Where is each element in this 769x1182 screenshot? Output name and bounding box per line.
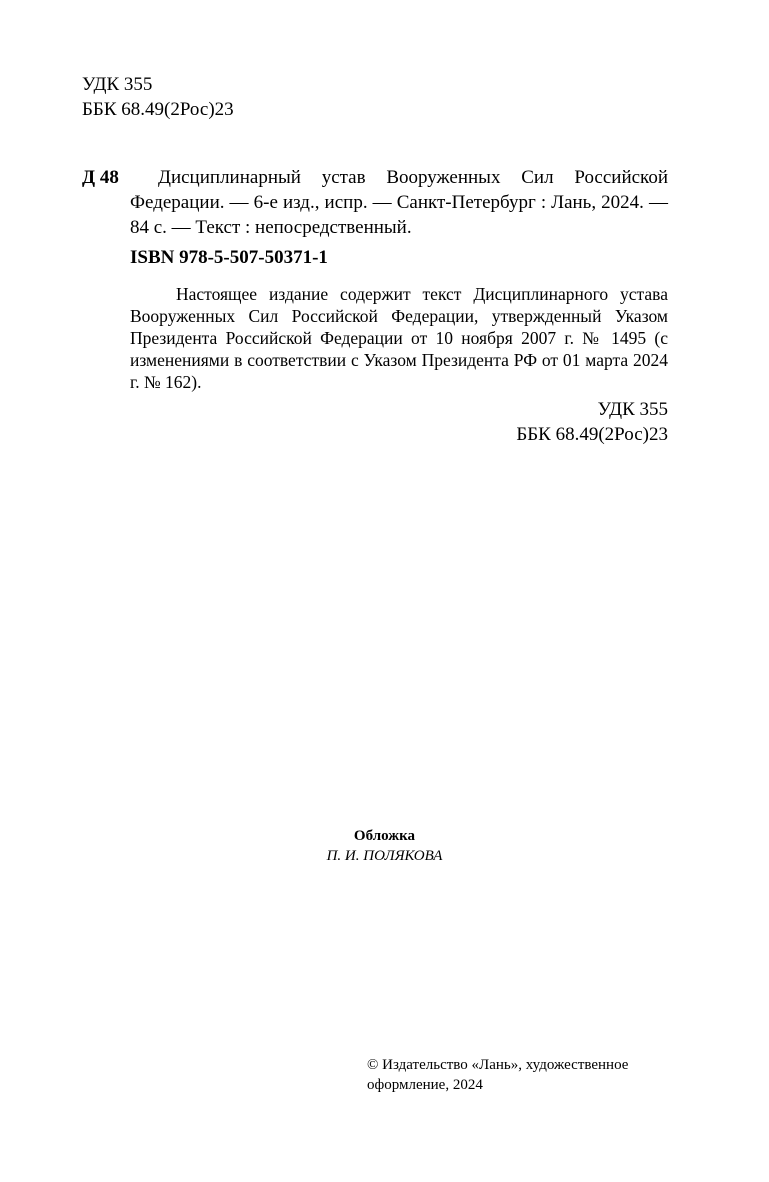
copyright-line-2: оформление, 2024 — [367, 1077, 483, 1093]
bbk-code-bottom: ББК 68.49(2Рос)23 — [516, 424, 668, 445]
isbn: ISBN 978-5-507-50371-1 — [130, 247, 328, 268]
cover-label: Обложка — [353, 828, 416, 844]
udk-code: УДК 355 — [82, 74, 153, 95]
bbk-code: ББК 68.49(2Рос)23 — [82, 99, 234, 120]
cover-designer: П. И. ПОЛЯКОВА — [326, 848, 443, 864]
author-cipher: Д 48 — [82, 167, 119, 188]
classification-codes-bottom — [516, 397, 668, 447]
copyright-notice — [367, 1055, 687, 1095]
annotation: Настоящее издание содержит текст Дисциплинарного устава Вооруженных Сил Российской Федерации, утвержденный Указом Президента Российской Федерации от 10 ноября 2007 г. № 1495 (с изменениями в соответствии с Указом Президента РФ от 01 марта 2024 г. № 162). — [130, 284, 668, 392]
copyright-line-1: © Издательство «Лань», художественное — [367, 1057, 629, 1073]
bibliographic-description: Дисциплинарный устав Вооруженных Сил Российской Федерации. — 6-е изд., испр. — Санкт-Петербург : Лань, 2024. — 84 с. — Текст : непосредственный. — [130, 167, 668, 238]
bibliographic-entry — [82, 165, 668, 240]
classification-codes-top — [82, 72, 234, 122]
udk-code-bottom: УДК 355 — [597, 399, 668, 420]
cover-credit — [0, 826, 769, 866]
